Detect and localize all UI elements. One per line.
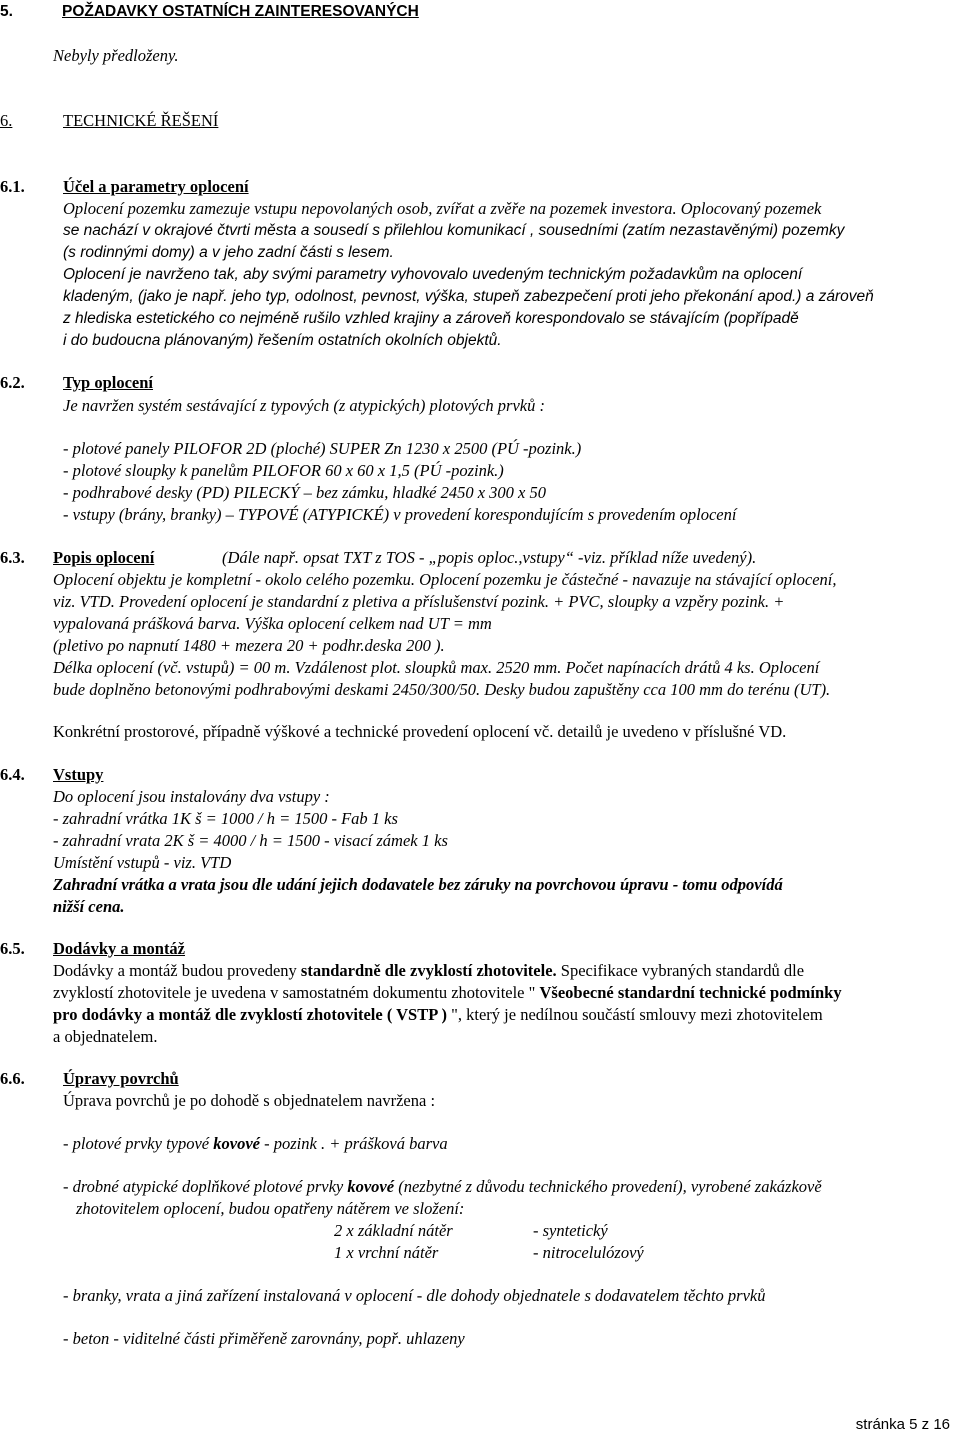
paragraph-line: Oplocení objektu je kompletní - okolo celého pozemku. Oplocení pozemku je částečné - navazuje na stávající oplocení, xyxy=(53,570,837,589)
coat-name: 1 x vrchní nátěr xyxy=(334,1243,439,1262)
list-item: - plotové prvky typové kovové - pozink . + prášková barva xyxy=(63,1134,448,1153)
coat-type: - syntetický xyxy=(533,1221,608,1240)
section-6-heading: TECHNICKÉ ŘEŠENÍ xyxy=(63,111,219,130)
list-item: - beton - viditelné části přiměřeně zarovnány, popř. uhlazeny xyxy=(63,1329,465,1348)
section-5-number: 5. xyxy=(0,3,13,20)
paragraph-line: Oplocení pozemku zamezuje vstupu nepovolaných osob, zvířat a zvěře na pozemek investora. Oplocovaný pozemek xyxy=(63,199,822,218)
list-item: - zahradní vrátka 1K š = 1000 / h = 1500 - Fab 1 ks xyxy=(53,809,398,828)
section-6-4-number: 6.4. xyxy=(0,765,25,784)
coat-name: 2 x základní nátěr xyxy=(334,1221,453,1240)
paragraph-line: Délka oplocení (vč. vstupů) = 00 m. Vzdálenost plot. sloupků max. 2520 mm. Počet napínacích drátů 4 ks. Oplocení xyxy=(53,658,820,677)
section-6-3-note: Konkrétní prostorové, případně výškové a technické provedení oplocení vč. detailů je uvedeno v příslušné VD. xyxy=(53,722,787,741)
page-number: stránka 5 z 16 xyxy=(855,1416,950,1433)
list-item: - drobné atypické doplňkové plotové prvky kovové (nezbytné z důvodu technického provedení), vyrobené zakázkově xyxy=(63,1177,822,1196)
paragraph-line: (s rodinnými domy) a v jeho zadní části s lesem. xyxy=(63,244,394,261)
paragraph-line: Dodávky a montáž budou provedeny standardně dle zvyklostí zhotovitele. Specifikace vybraných standardů dle xyxy=(53,961,805,980)
coat-type: - nitrocelulózový xyxy=(533,1243,644,1262)
paragraph-line: z hlediska estetického co nejméně rušilo vzhled krajiny a zároveň korespondovalo se stávajícím (popřípadě xyxy=(63,310,799,327)
paragraph-line: se nachází v okrajové čtvrti města a sousedí s přilehlou komunikací , sousedními (zatím nezastavěnými) pozemky xyxy=(63,222,845,239)
list-item: - zahradní vrata 2K š = 4000 / h = 1500 - visací zámek 1 ks xyxy=(53,831,448,850)
list-item: - plotové sloupky k panelům PILOFOR 60 x 60 x 1,5 (PÚ -pozink.) xyxy=(63,461,504,480)
section-6-2-intro: Je navržen systém sestávající z typových (z atypických) plotových prvků : xyxy=(63,396,545,415)
section-6-1-number: 6.1. xyxy=(0,177,25,196)
list-item: - plotové panely PILOFOR 2D (ploché) SUPER Zn 1230 x 2500 (PÚ -pozink.) xyxy=(63,439,582,458)
warning-text: nižší cena. xyxy=(53,897,125,916)
section-5-text: Nebyly předloženy. xyxy=(53,46,179,65)
paragraph-line: vypalovaná prášková barva. Výška oplocení celkem nad UT = mm xyxy=(53,614,492,633)
paragraph-line: a objednatelem. xyxy=(53,1027,158,1046)
section-6-2-heading: Typ oplocení xyxy=(63,373,154,392)
paragraph-line: (pletivo po napnutí 1480 + mezera 20 + podhr.deska 200 ). xyxy=(53,636,445,655)
section-6-6-intro: Úprava povrchů je po dohodě s objednatelem navržena : xyxy=(63,1091,436,1110)
list-item: - branky, vrata a jiná zařízení instalovaná v oplocení - dle dohody objednatele s dodavatelem těchto prvků xyxy=(63,1286,766,1305)
paragraph-line: Do oplocení jsou instalovány dva vstupy : xyxy=(53,787,330,806)
list-item: - vstupy (brány, branky) – TYPOVÉ (ATYPICKÉ) v provedení korespondujícím s provedením oplocení xyxy=(63,505,737,524)
paragraph-line: zvyklostí zhotovitele je uvedena v samostatném dokumentu zhotovitele " Všeobecné standardní technické podmínky xyxy=(53,983,842,1002)
section-6-6-number: 6.6. xyxy=(0,1069,25,1088)
section-6-4-heading: Vstupy xyxy=(53,765,104,784)
paragraph-line: kladeným, (jako je např. jeho typ, odolnost, pevnost, výška, stupeň zabezpečení proti jeho překonání apod.) a zároveň xyxy=(63,288,874,305)
paragraph-line: i do budoucna plánovaným) řešením ostatních okolních objektů. xyxy=(63,332,502,349)
section-5-heading: POŽADAVKY OSTATNÍCH ZAINTERESOVANÝCH xyxy=(62,3,419,20)
section-6-6-heading: Úpravy povrchů xyxy=(63,1069,179,1088)
section-6-5-number: 6.5. xyxy=(0,939,25,958)
list-item: - podhrabové desky (PD) PILECKÝ – bez zámku, hladké 2450 x 300 x 50 xyxy=(63,483,546,502)
paragraph-line: Oplocení je navrženo tak, aby svými parametry vyhovovalo uvedeným technickým požadavkům na oplocení xyxy=(63,266,803,283)
paragraph-line: Umístění vstupů - viz. VTD xyxy=(53,853,232,872)
section-6-1-heading: Účel a parametry oplocení xyxy=(63,177,249,196)
section-6-2-number: 6.2. xyxy=(0,373,25,392)
section-6-3-heading: Popis oplocení xyxy=(53,548,155,567)
section-6-5-heading: Dodávky a montáž xyxy=(53,939,186,958)
section-6-number: 6. xyxy=(0,111,13,130)
paragraph-line: pro dodávky a montáž dle zvyklostí zhotovitele ( VSTP ) ", který je nedílnou součástí smlouvy mezi zhotovitelem xyxy=(53,1005,823,1024)
section-6-3-number: 6.3. xyxy=(0,548,25,567)
warning-text: Zahradní vrátka a vrata jsou dle udání jejich dodavatele bez záruky na povrchovou úpravu - tomu odpovídá xyxy=(53,875,783,894)
paragraph-line: viz. VTD. Provedení oplocení je standardní z pletiva a příslušenství pozink. + PVC, sloupky a vzpěry pozink. + xyxy=(53,592,785,611)
list-item-continuation: zhotovitelem oplocení, budou opatřeny nátěrem ve složení: xyxy=(76,1199,465,1218)
section-6-3-title-note: (Dále např. opsat TXT z TOS - „popis oploc.,vstupy“ -viz. příklad níže uvedený). xyxy=(222,548,757,567)
paragraph-line: bude doplněno betonovými podhrabovými deskami 2450/300/50. Desky budou zapuštěny cca 100 mm do terénu (UT). xyxy=(53,680,831,699)
